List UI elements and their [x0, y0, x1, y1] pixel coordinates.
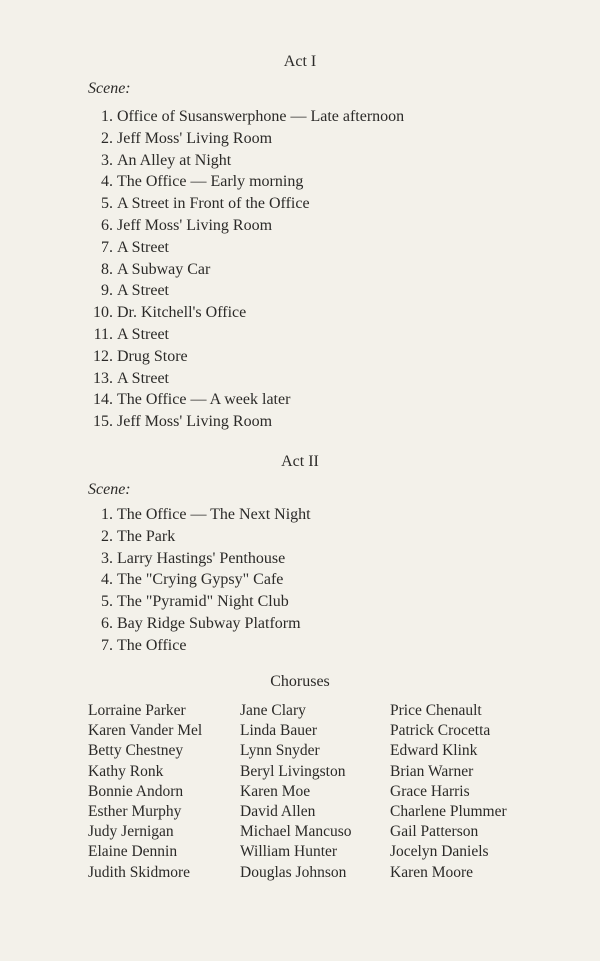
chorus-member: Karen Moore — [390, 863, 474, 881]
scene-title: The Office — Early morning — [117, 173, 304, 191]
scene-number: 13. — [93, 369, 113, 387]
scene-title: An Alley at Night — [117, 151, 232, 169]
scene-item — [84, 569, 311, 591]
scene-number: 12. — [93, 347, 113, 365]
chorus-member: Charlene Plummer — [390, 802, 507, 820]
scene-number: 14. — [93, 391, 113, 409]
scene-title: The Park — [117, 527, 176, 545]
scene-number: 7. — [101, 238, 113, 256]
chorus-member: Patrick Crocetta — [390, 722, 491, 740]
scene-title: Jeff Moss' Living Room — [117, 129, 273, 147]
chorus-member: Gail Patterson — [390, 823, 479, 841]
scene-title: The Office — [117, 636, 187, 654]
scene-title: The Office — A week later — [117, 391, 291, 409]
chorus-member: Judy Jernigan — [88, 823, 174, 841]
scene-title: Jeff Moss' Living Room — [117, 413, 273, 431]
act-2-scene-label: Scene: — [88, 481, 131, 498]
scene-number: 10. — [93, 304, 113, 322]
scene-title: A Street — [117, 325, 169, 343]
chorus-member: Esther Murphy — [88, 802, 182, 820]
chorus-column-3 — [390, 701, 507, 883]
scene-item — [84, 324, 404, 346]
scene-item — [84, 346, 404, 368]
act-2-heading: Act II — [281, 453, 319, 470]
scene-item — [84, 411, 404, 433]
scene-number: 1. — [101, 108, 113, 125]
act-2-scene-list — [84, 504, 311, 657]
scene-item — [84, 193, 404, 215]
scene-title: The Office — The Next Night — [117, 506, 311, 523]
scene-title: Bay Ridge Subway Platform — [117, 614, 301, 632]
scene-title: Dr. Kitchell's Office — [117, 304, 247, 322]
scene-item — [84, 613, 311, 635]
act-1-heading: Act I — [283, 53, 317, 70]
chorus-member: Edward Klink — [390, 742, 478, 760]
scene-item — [84, 106, 404, 128]
chorus-column-1 — [88, 701, 202, 883]
scene-title: A Street in Front of the Office — [117, 195, 310, 213]
scene-item — [84, 368, 404, 390]
chorus-member: Kathy Ronk — [88, 762, 164, 780]
chorus-member: Price Chenault — [390, 702, 482, 719]
scene-number: 4. — [101, 173, 113, 191]
scene-title: Office of Susanswerphone — Late afternoon — [117, 108, 405, 125]
act-1-scene-list — [84, 106, 404, 433]
scene-number: 15. — [93, 413, 113, 431]
scene-item — [84, 128, 404, 150]
chorus-member: Linda Bauer — [240, 722, 318, 740]
scene-item — [84, 150, 404, 172]
scene-item — [84, 280, 404, 302]
scene-number: 2. — [101, 129, 113, 147]
scene-title: The "Crying Gypsy" Cafe — [117, 571, 284, 589]
scene-item — [84, 504, 311, 526]
chorus-member: Lynn Snyder — [240, 742, 320, 760]
scene-number: 4. — [101, 571, 113, 589]
scene-item — [84, 302, 404, 324]
act-1-scene-label: Scene: — [88, 80, 131, 97]
scene-number: 5. — [101, 195, 113, 213]
chorus-member: David Allen — [240, 802, 316, 820]
scene-title: Jeff Moss' Living Room — [117, 216, 273, 234]
scene-number: 1. — [101, 506, 113, 523]
scene-title: The "Pyramid" Night Club — [117, 593, 289, 611]
chorus-member: Lorraine Parker — [88, 702, 186, 719]
scene-title: Larry Hastings' Penthouse — [117, 549, 286, 567]
chorus-member: William Hunter — [240, 843, 338, 861]
scene-number: 9. — [101, 282, 113, 300]
chorus-member: Betty Chestney — [88, 742, 184, 760]
chorus-member: Jocelyn Daniels — [390, 843, 489, 861]
scene-title: Drug Store — [117, 347, 188, 365]
scene-item — [84, 171, 404, 193]
scene-number: 6. — [101, 614, 113, 632]
scene-number: 2. — [101, 527, 113, 545]
scene-title: A Street — [117, 238, 169, 256]
chorus-member: Douglas Johnson — [240, 863, 347, 881]
chorus-member: Bonnie Andorn — [88, 782, 184, 800]
scene-item — [84, 237, 404, 259]
scene-item — [84, 635, 311, 657]
scene-item — [84, 215, 404, 237]
scene-number: 8. — [101, 260, 113, 278]
scene-title: A Subway Car — [117, 260, 211, 278]
choruses-heading: Choruses — [270, 673, 330, 690]
scene-number: 5. — [101, 593, 113, 611]
chorus-member: Karen Moe — [240, 782, 311, 800]
chorus-member: Elaine Dennin — [88, 843, 178, 861]
scene-item — [84, 389, 404, 411]
scene-number: 6. — [101, 216, 113, 234]
chorus-member: Brian Warner — [390, 762, 474, 780]
chorus-member: Michael Mancuso — [240, 823, 352, 841]
scene-item — [84, 591, 311, 613]
chorus-member: Judith Skidmore — [88, 863, 191, 881]
scene-title: A Street — [117, 369, 169, 387]
chorus-member: Jane Clary — [240, 702, 306, 719]
chorus-member: Grace Harris — [390, 782, 470, 800]
scene-title: A Street — [117, 282, 169, 300]
scene-item — [84, 526, 311, 548]
scene-number: 11. — [93, 325, 113, 343]
scene-number: 7. — [101, 636, 113, 654]
chorus-member: Beryl Livingston — [240, 762, 346, 780]
scene-number: 3. — [101, 549, 113, 567]
scene-item — [84, 548, 311, 570]
chorus-column-2 — [240, 701, 351, 883]
chorus-member: Karen Vander Mel — [88, 722, 203, 740]
scene-item — [84, 259, 404, 281]
scene-number: 3. — [101, 151, 113, 169]
